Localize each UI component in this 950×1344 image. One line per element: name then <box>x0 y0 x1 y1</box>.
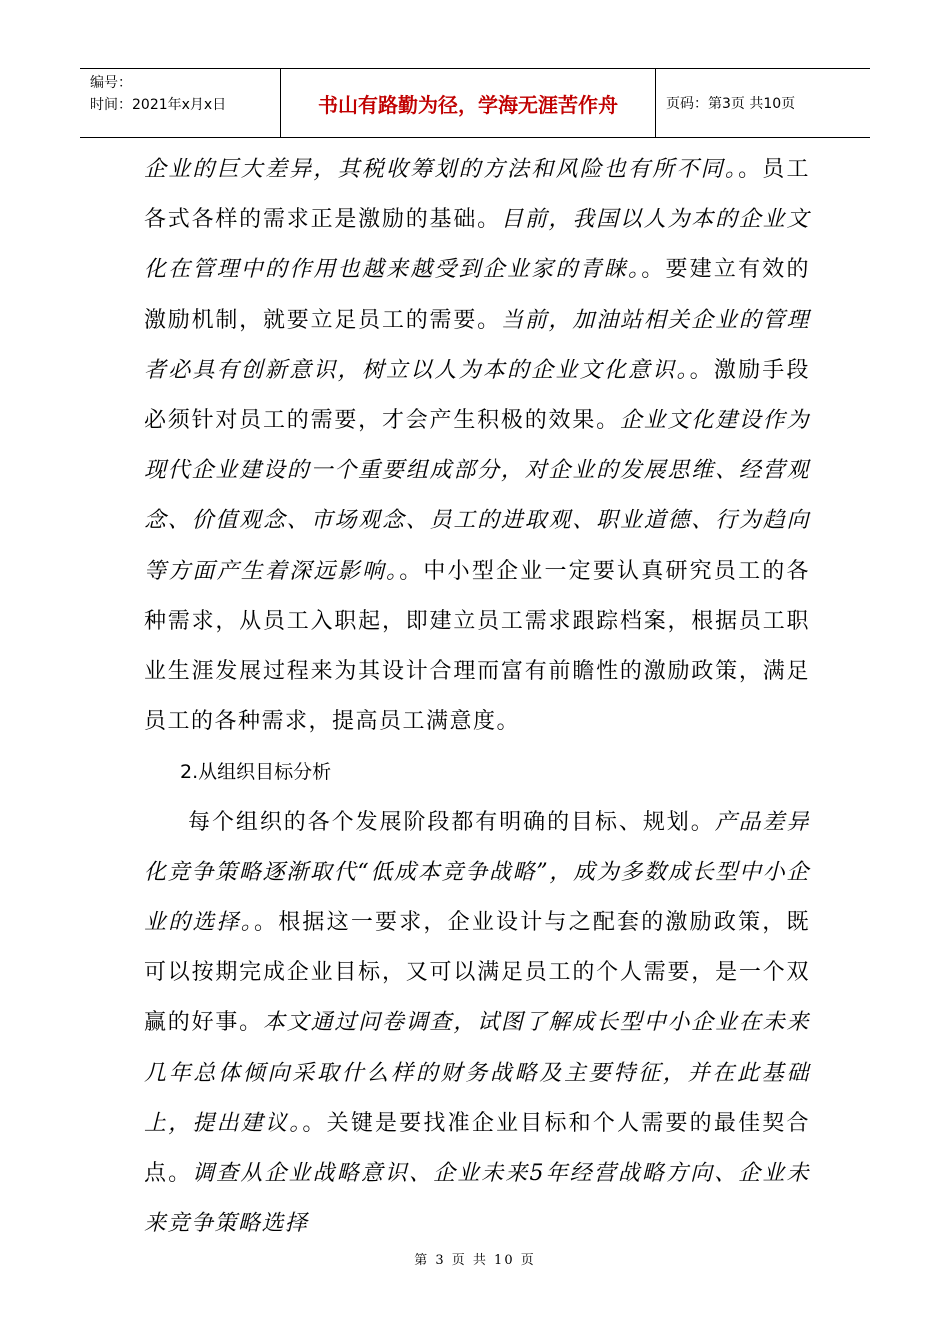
number-label: 编号： <box>90 75 132 91</box>
text-run: 调查从企业战略意识、企业未来5年经营战略方向、企业未来竞争策略选择 <box>144 1161 810 1237</box>
header-motto: 书山有路勤为径，学海无涯苦作舟 <box>281 69 656 137</box>
section-heading: 2.从组织目标分析 <box>180 761 332 784</box>
text-run: 。根据这一要求，企业设计与之配套的激励政策，既可以按期完成企业目标，又可以满足员工的个人需要，是一个双赢的好事。 <box>144 910 810 1036</box>
header-page-label: 页码：第3页 共10页 <box>666 96 796 112</box>
body-paragraph <box>144 145 810 747</box>
text-run: 。中小型企业一定要认真研究员工的各种需求，从员工入职起，即建立员工需求跟踪档案，根据员工职业生涯发展过程来为其设计合理而富有前瞻性的激励政策，满足员工的各种需求，提高员工满意度。 <box>144 558 810 735</box>
page-footer: 第 3 页 共 10 页 <box>414 1253 536 1268</box>
text-run: 。要建立有效的激励机制，就要立足员工的需要。 <box>144 257 810 333</box>
time-label: 时间：2021年x月x日 <box>90 97 227 113</box>
body-paragraph <box>144 798 810 1250</box>
text-run: 本文通过问卷调查，试图了解成长型中小企业在未来几年总体倾向采取什么样的财务战略及主要特征，并在此基础上，提出建议。 <box>144 1010 810 1136</box>
document-body <box>144 145 810 1249</box>
text-run: 企业的巨大差异，其税收筹划的方法和风险也有所不同。 <box>144 157 739 182</box>
text-run: 当前，加油站相关企业的管理者必具有创新意识，树立以人为本的企业文化意识。 <box>144 307 810 383</box>
text-run: 。激励手段必须针对员工的需要，才会产生积极的效果。 <box>144 357 810 434</box>
page-header <box>80 68 870 138</box>
text-run: 每个组织的各个发展阶段都有明确的目标、规划。 <box>188 809 715 835</box>
text-run: 目前，我国以人为本的企业文化在管理中的作用也越来越受到企业家的青睐。 <box>144 207 810 283</box>
text-run: 。关键是要找准企业目标和个人需要的最佳契合点。 <box>144 1110 810 1187</box>
text-run: 产品差异化竞争策略逐渐取代“低成本竞争战略”，成为多数成长型中小企业的选择。 <box>144 809 810 936</box>
header-meta <box>80 69 281 137</box>
text-run: 企业文化建设作为现代企业建设的一个重要组成部分，对企业的发展思维、经营观念、价值观念、市场观念、员工的进取观、职业道德、行为趋向等方面产生着深远影响。 <box>144 408 810 584</box>
text-run: 。员工各式各样的需求正是激励的基础。 <box>144 157 810 233</box>
